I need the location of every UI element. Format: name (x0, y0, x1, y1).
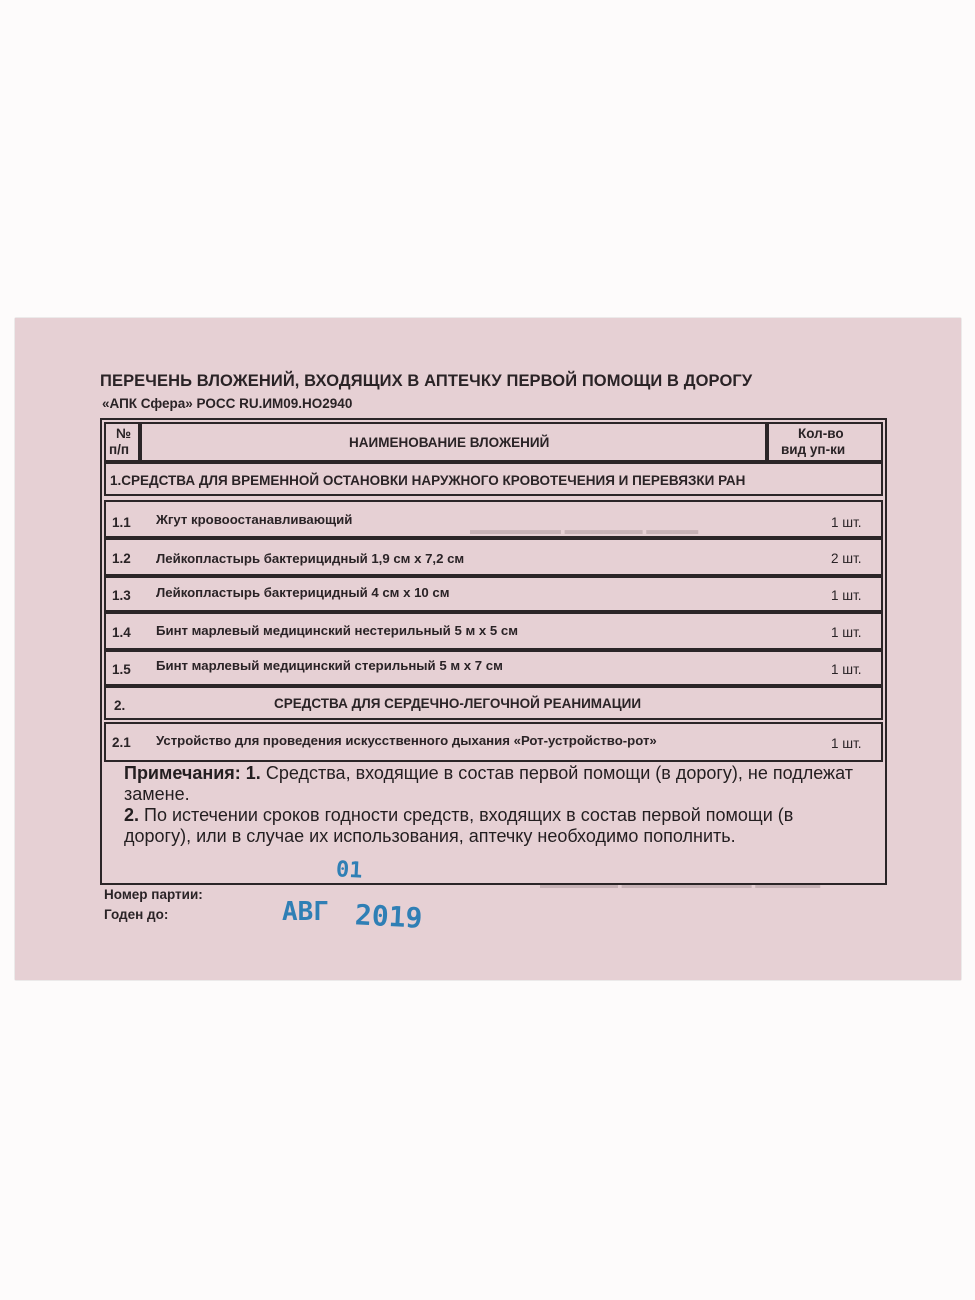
row-num: 2.1 (112, 735, 131, 750)
note-2 (124, 805, 864, 847)
show-through-text: ▬▬▬▬ ▬▬▬▬▬▬ ▬▬▬▬▬▬▬ (470, 522, 699, 537)
note-2-text: По истечении сроков годности средств, входящих в состав первой помощи (в дорогу), или в случае их использования, аптечку необходимо пополнить. (124, 805, 794, 846)
row-name: Устройство для проведения искусственного дыхания «Рот-устройство-рот» (156, 733, 657, 748)
batch-label: Номер партии: (104, 887, 203, 902)
row-name: Лейкопластырь бактерицидный 1,9 см х 7,2 см (156, 551, 465, 566)
note-1-num: 1. (245, 763, 261, 783)
row-num: 1.1 (112, 515, 131, 530)
note-1-text: Средства, входящие в состав первой помощи (в дорогу), не подлежат замене. (124, 763, 853, 804)
row-name: Бинт марлевый медицинский нестерильный 5 м х 5 см (156, 623, 518, 638)
header-qty-line2: вид уп-ки (781, 442, 846, 457)
row-qty: 2 шт. (831, 551, 862, 566)
row-name: Лейкопластырь бактерицидный 4 см х 10 см (156, 585, 450, 600)
row-qty: 1 шт. (831, 588, 862, 603)
header-name: НАИМЕНОВАНИЕ ВЛОЖЕНИЙ (349, 435, 550, 450)
row-qty: 1 шт. (831, 662, 862, 677)
row-num: 1.5 (112, 662, 131, 677)
row-name: Жгут кровоостанавливающий (156, 512, 353, 527)
table-row (104, 722, 883, 762)
section-2-num: 2. (114, 698, 126, 713)
table-row (104, 538, 883, 576)
row-qty: 1 шт. (831, 625, 862, 640)
table-row (104, 500, 883, 538)
row-num: 1.2 (112, 551, 131, 566)
note-2-num: 2. (124, 805, 140, 825)
notes-block (124, 763, 864, 847)
header-num-cell (104, 422, 140, 462)
stamp-batch-number: 01 (335, 857, 364, 884)
notes-label: Примечания: (124, 763, 241, 783)
section-1-header (104, 462, 883, 496)
stamp-expiry-month: АВГ (282, 897, 329, 927)
header-num-line1: № (116, 426, 132, 441)
row-name: Бинт марлевый медицинский стерильный 5 м х 7 см (156, 658, 503, 673)
section-2-header (104, 686, 883, 720)
document-subtitle: «АПК Сфера» РОСС RU.ИМ09.НО2940 (102, 396, 353, 411)
section-1-title: 1.СРЕДСТВА ДЛЯ ВРЕМЕННОЙ ОСТАНОВКИ НАРУЖНОГО КРОВОТЕЧЕНИЯ И ПЕРЕВЯЗКИ РАН (110, 473, 746, 488)
header-num-line2: п/п (109, 442, 130, 457)
note-1 (124, 763, 864, 805)
stamp-expiry-year: 2019 (354, 898, 424, 935)
header-qty-line1: Кол-во (798, 426, 844, 441)
show-through-text: ▬▬▬▬▬ ▬▬▬▬▬▬▬▬▬▬ ▬▬▬▬▬▬ (540, 876, 821, 891)
table-row (104, 650, 883, 686)
document-title: ПЕРЕЧЕНЬ ВЛОЖЕНИЙ, ВХОДЯЩИХ В АПТЕЧКУ ПЕРВОЙ ПОМОЩИ В ДОРОГУ (100, 372, 753, 390)
table-row (104, 612, 883, 650)
header-qty-cell (767, 422, 883, 462)
row-num: 1.3 (112, 588, 131, 603)
row-qty: 1 шт. (831, 736, 862, 751)
row-num: 1.4 (112, 625, 131, 640)
section-2-title: СРЕДСТВА ДЛЯ СЕРДЕЧНО-ЛЕГОЧНОЙ РЕАНИМАЦИИ (274, 696, 642, 711)
header-name-cell (140, 422, 767, 462)
expiry-label: Годен до: (104, 907, 169, 922)
row-qty: 1 шт. (831, 515, 862, 530)
table-row (104, 576, 883, 612)
